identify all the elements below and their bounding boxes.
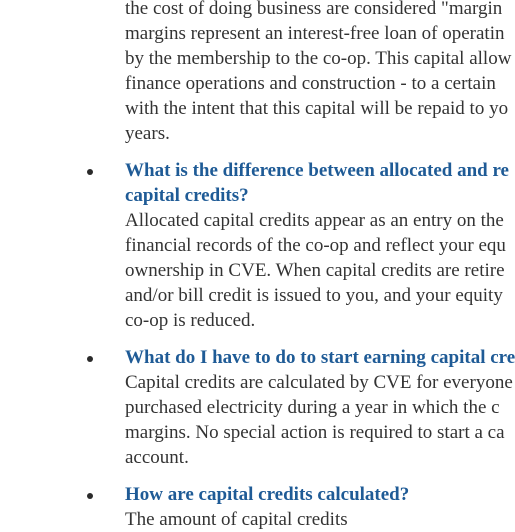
faq-answer-line: account. <box>125 447 189 468</box>
bullet-icon <box>86 492 94 500</box>
faq-answer-line: The amount of capital credits <box>125 509 348 530</box>
intro-line: years. <box>125 123 170 144</box>
faq-answer-line: margins. No special action is required to start a ca <box>125 422 505 443</box>
faq-answer-line: Capital credits are calculated by CVE for everyone <box>125 372 513 393</box>
intro-line: with the intent that this capital will be repaid to yo <box>125 98 509 119</box>
faq-answer-line: purchased electricity during a year in which the c <box>125 397 500 418</box>
faq-answer-line: and/or bill credit is issued to you, and your equity <box>125 285 503 306</box>
faq-question-line: How are capital credits calculated? <box>125 484 410 505</box>
faq-answer-line: co-op is reduced. <box>125 310 256 331</box>
faq-question-line: What is the difference between allocated and re <box>125 160 509 181</box>
bullet-icon <box>86 355 94 363</box>
faq-answer-line: financial records of the co-op and reflect your equ <box>125 235 506 256</box>
bullet-icon <box>86 168 94 176</box>
faq-question-line: What do I have to do to start earning capital cre <box>125 347 515 368</box>
intro-line: margins represent an interest-free loan of operatin <box>125 23 505 44</box>
faq-answer-line: ownership in CVE. When capital credits are retire <box>125 260 505 281</box>
faq-question-line: capital credits? <box>125 185 249 206</box>
intro-line: by the membership to the co-op. This capital allow <box>125 48 512 69</box>
intro-line: the cost of doing business are considered "margin <box>125 0 503 19</box>
faq-answer-line: Allocated capital credits appear as an entry on the <box>125 210 504 231</box>
intro-line: finance operations and construction - to a certain <box>125 73 496 94</box>
